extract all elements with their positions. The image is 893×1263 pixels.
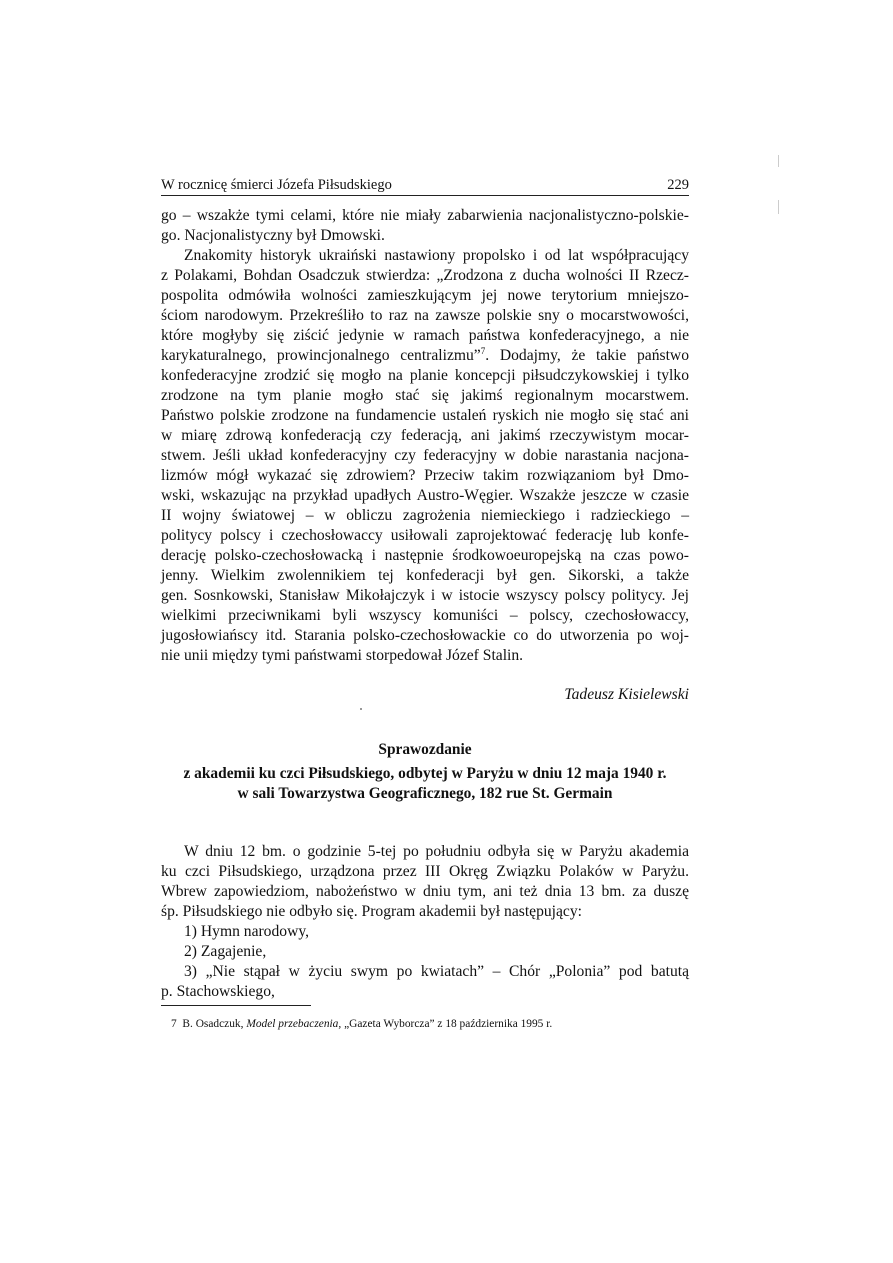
- footnote-author: B. Osadczuk,: [182, 1018, 244, 1030]
- program-item: 2) Zagajenie,: [184, 943, 267, 960]
- article-line: konfederacyjne zrodzić się mogło na planie koncepcji piłsudczykowskiej i tylko: [161, 367, 689, 384]
- article-line: Państwo polskie zrodzone na fundamencie ustaleń ryskich nie mogło się stać ani: [161, 407, 689, 424]
- report-title: Sprawozdanie: [378, 741, 472, 758]
- page-number: 229: [667, 177, 689, 193]
- running-title: W rocznicę śmierci Józefa Piłsudskiego: [161, 177, 392, 193]
- article-line: II wojny światowej – w obliczu zagrożenia niemieckiego i radzieckiego –: [161, 507, 689, 524]
- footnote-source: „Gazeta Wyborcza” z 18 października 1995 r.: [344, 1018, 553, 1030]
- author-signature: Tadeusz Kisielewski: [564, 686, 689, 703]
- program-item: 1) Hymn narodowy,: [184, 923, 310, 940]
- article-line: zrodzone na tym planie mogło stać się jakimś regionalnym mocarstwem.: [161, 387, 689, 404]
- footnote-number: 7: [171, 1018, 177, 1030]
- article-line: z Polakami, Bohdan Osadczuk stwierdza: „Zrodzona z ducha wolności II Rzecz-: [161, 267, 689, 284]
- footnote: [171, 1017, 552, 1031]
- article-line: gen. Sosnkowski, Stanisław Mikołajczyk i w istocie wszyscy polscy politycy. Jej: [161, 587, 689, 604]
- article-line: jugosłowiańscy itd. Starania polsko-czechosłowackie co do utworzenia po woj-: [161, 627, 689, 644]
- report-line: Wbrew zapowiedziom, nabożeństwo w dniu tym, ani też dnia 13 bm. za duszę: [161, 883, 689, 900]
- article-line: wielkimi przeciwnikami byli wszyscy komuniści – polscy, czechosłowaccy,: [161, 607, 689, 624]
- article-line: ściom narodowym. Przekreśliło to raz na zawsze polskie sny o mocarstwowości,: [161, 307, 689, 324]
- scan-speck: [360, 708, 362, 710]
- program-item: 3) „Nie stąpał w życiu swym po kwiatach” – Chór „Polonia” pod batutą: [184, 963, 689, 980]
- report-subtitle: z akademii ku czci Piłsudskiego, odbytej w Paryżu w dniu 12 maja 1940 r.: [183, 765, 667, 782]
- article-line: pospolita odmówiła wolności zamieszkującym jej nowe terytorium mniejszo-: [161, 287, 689, 304]
- article-line: lizmów mógł wykazać się zdrowiem? Przeciw takim rozwiązaniom był Dmo-: [161, 467, 689, 484]
- report-line: W dniu 12 bm. o godzinie 5-tej po południu odbyła się w Paryżu akademia: [184, 843, 689, 860]
- article-line: derację polsko-czechosłowacką i następnie środkowoeuropejską na czas powo-: [161, 547, 689, 564]
- article-line: nie unii między tymi państwami storpedował Józef Stalin.: [161, 647, 524, 664]
- article-line-tail: . Dodajmy, że takie państwo: [485, 347, 689, 364]
- report-line: śp. Piłsudskiego nie odbyło się. Program akademii był następujący:: [161, 903, 582, 920]
- article-line-text: karykaturalnego, prowincjonalnego centralizmu”: [161, 347, 481, 364]
- footnote-ref: 7: [480, 346, 486, 356]
- article-line: politycy polscy i czechosłowaccy usiłowali zaprojektować federację lub konfe-: [161, 527, 689, 544]
- report-subtitle: w sali Towarzystwa Geograficznego, 182 rue St. Germain: [237, 785, 613, 802]
- article-line: które mogłyby się ziścić jedynie w ramach państwa konfederacyjnego, a nie: [161, 327, 689, 344]
- article-line: go. Nacjonalistyczny był Dmowski.: [161, 227, 385, 244]
- running-header: [161, 175, 689, 196]
- article-line: jenny. Wielkim zwolennikiem tej konfederacji był gen. Sikorski, a także: [161, 567, 689, 584]
- program-item-continuation: p. Stachowskiego,: [161, 983, 275, 1000]
- article-line: w miarę zdrową konfederacją czy federacją, ani jakimś rzeczywistym mocar-: [161, 427, 689, 444]
- article-line: [161, 346, 689, 366]
- article-line: Znakomity historyk ukraiński nastawiony propolsko i od lat współpracujący: [184, 247, 689, 264]
- report-line: ku czci Piłsudskiego, urządzona przez III Okręg Związku Polaków w Paryżu.: [161, 863, 689, 880]
- article-line: go – wszakże tymi celami, które nie miały zabarwienia nacjonalistyczno-polskie-: [161, 207, 689, 224]
- scan-edge-mark: [778, 200, 779, 214]
- footnote-divider: [161, 1005, 311, 1006]
- footnote-work-title: Model przebaczenia,: [246, 1018, 342, 1030]
- article-line: wski, wskazując na przykład upadłych Austro-Węgier. Wszakże jeszcze w czasie: [161, 487, 689, 504]
- scan-edge-mark: [778, 155, 779, 167]
- article-line: stwem. Jeśli układ konfederacyjny czy federacyjny w dobie narastania nacjona-: [161, 447, 689, 464]
